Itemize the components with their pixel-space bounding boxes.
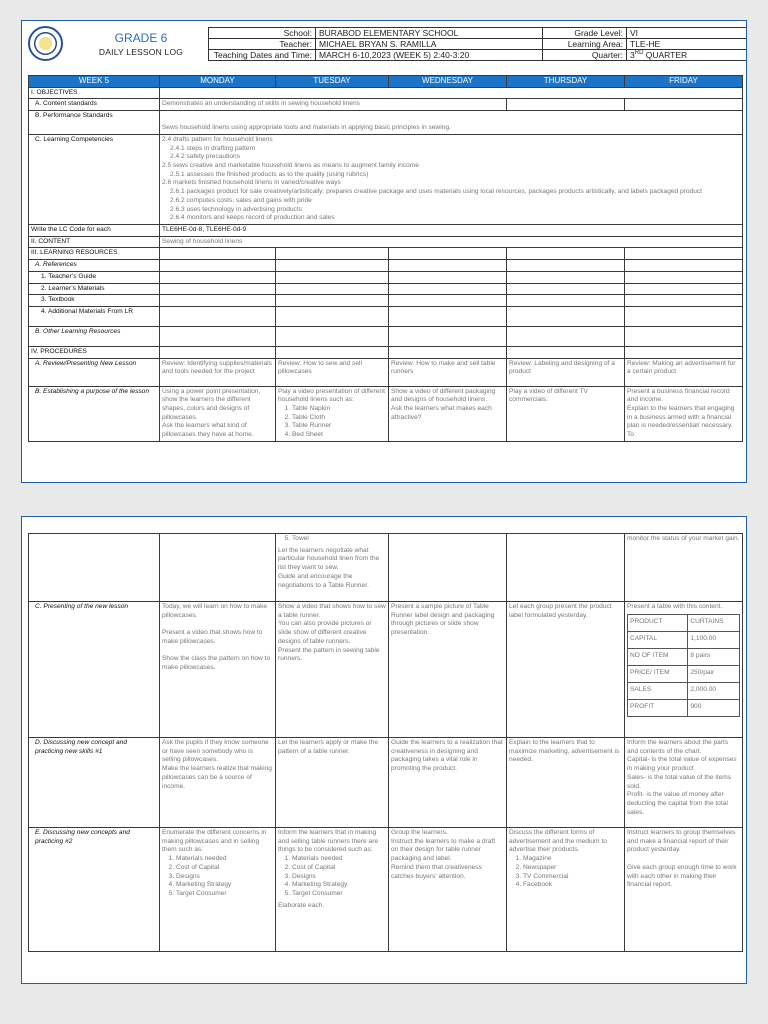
quarter-label: Quarter: bbox=[543, 50, 627, 61]
list-item: 4. Marketing Strategy bbox=[176, 881, 273, 890]
list-item: 1. Materials needed bbox=[176, 855, 273, 864]
page-1 bbox=[21, 20, 747, 483]
list-item: 1. Materials needed bbox=[292, 855, 386, 864]
table-cell: NO OF ITEM bbox=[628, 648, 688, 665]
proc-b-tue-cont-list bbox=[292, 535, 386, 544]
list-item: 2. Newspaper bbox=[523, 864, 622, 873]
dates-value: MARCH 6-10,2023 (WEEK 5) 2:40-3:20 bbox=[316, 50, 543, 61]
textbook-label: 3. Textbook bbox=[29, 295, 160, 307]
table-cell: PRICE/ ITEM bbox=[628, 665, 688, 682]
proc-a-tue: Review: How to sew and sell pillowcases bbox=[276, 358, 389, 386]
page-2 bbox=[21, 516, 747, 984]
objectives-heading: I. OBJECTIVES bbox=[29, 87, 160, 99]
list-item: 4. Facebook bbox=[523, 881, 622, 890]
table-row bbox=[628, 682, 740, 699]
table-cell: 1,100.00 bbox=[688, 631, 740, 648]
proc-b-wed: Show a video of different packaging and designs of household linens. Ask the learners what makes each attractive? bbox=[389, 386, 507, 441]
list-item: 4. Marketing Strategy bbox=[292, 881, 386, 890]
proc-d-label: D. Discussing new concept and practicing new skills #1 bbox=[29, 738, 160, 828]
teacher-label: Teacher: bbox=[209, 39, 316, 50]
competency-item: 2.4 drafts pattern for household linens bbox=[162, 135, 273, 143]
proc-b-cont-label bbox=[29, 534, 160, 602]
col-monday: MONDAY bbox=[160, 76, 276, 88]
table-cell: PRODUCT bbox=[628, 614, 688, 631]
table-cell: PROFIT bbox=[628, 699, 688, 716]
list-item: 5. Target Consumer bbox=[292, 890, 386, 899]
list-item: 2. Table Cloth bbox=[292, 414, 386, 423]
lc-code-label: Write the LC Code for each bbox=[29, 224, 160, 236]
competency-item: 2.6.3 uses technology in advertising products bbox=[170, 205, 302, 213]
proc-b-tue-list bbox=[292, 405, 386, 440]
procedures-heading: IV. PROCEDURES bbox=[29, 346, 160, 358]
competency-item: 2.6 markets finished household linens in varied/creative ways bbox=[162, 179, 341, 187]
list-item: 1. Table Napkin bbox=[292, 405, 386, 414]
col-wednesday: WEDNESDAY bbox=[389, 76, 507, 88]
learning-area-label: Learning Area: bbox=[543, 39, 627, 50]
table-row bbox=[628, 648, 740, 665]
proc-a-mon: Review: Identifying supplies/materials and tools needed for the project bbox=[160, 358, 276, 386]
proc-d-mon: Ask the pupils if they know someone or have seen somebody who is selling pillowcases. Make the learners realize that making pillowcases can be a source of income. bbox=[160, 738, 276, 828]
school-value: BURABOD ELEMENTARY SCHOOL bbox=[316, 28, 543, 39]
proc-b-cont-tue: 5. Towel Let the learners negotiate what particular household linen from the list they want to sew. Guide and encourage the negotiations to a Table Runner. bbox=[276, 534, 389, 602]
lesson-table-page2 bbox=[28, 533, 743, 952]
proc-d-wed: Guide the learners to a realization that creativeness in designing and packaging takes a vital role in promoting the product. bbox=[389, 738, 507, 828]
proc-b-cont-mon bbox=[160, 534, 276, 602]
content-standards-fri bbox=[625, 99, 743, 111]
learning-area-value: TLE-HE bbox=[627, 39, 747, 50]
proc-a-fri: Review: Making an advertisement for a certain product bbox=[625, 358, 743, 386]
proc-e-thu-list bbox=[523, 855, 622, 890]
table-cell: 900 bbox=[688, 699, 740, 716]
content-label: II. CONTENT bbox=[29, 236, 160, 248]
col-week: WEEK 5 bbox=[29, 76, 160, 88]
learner-materials-label: 2. Learner’s Materials bbox=[29, 283, 160, 295]
school-label: School: bbox=[209, 28, 316, 39]
proc-e-label: E. Discussing new concepts and practicing #2 bbox=[29, 828, 160, 952]
list-item: 3. Designs bbox=[292, 873, 386, 882]
proc-c-label: C. Presenting of the new lesson bbox=[29, 602, 160, 738]
competency-item: 2.6.2 computes costs, sales and gains with pride bbox=[170, 196, 312, 204]
proc-b-cont-thu bbox=[507, 534, 625, 602]
table-row bbox=[628, 614, 740, 631]
list-item: 3. TV Commercial bbox=[523, 873, 622, 882]
proc-e-wed: Group the learners. Instruct the learners to make a draft on their design for table runner packaging and label. Remind them that creativeness catches buyers' attention. bbox=[389, 828, 507, 952]
proc-b-thu: Play a video of different TV commercials. bbox=[507, 386, 625, 441]
table-row bbox=[628, 665, 740, 682]
list-item: 2. Cost of Capital bbox=[292, 864, 386, 873]
proc-b-mon: Using a power point presentation, show the learners the different shapes, colors and designs of pillowcases. Ask the learners what kind of pillowcases they have at home. bbox=[160, 386, 276, 441]
competency-item: 2.4.2 safety precautions bbox=[170, 153, 241, 161]
proc-a-label: A. Review/Presenting New Lesson bbox=[29, 358, 160, 386]
table-cell: CURTAINS bbox=[688, 614, 740, 631]
dates-label: Teaching Dates and Time: bbox=[209, 50, 316, 61]
list-item: 2. Cost of Capital bbox=[176, 864, 273, 873]
learning-competencies-text bbox=[160, 134, 743, 224]
proc-c-mon: Today, we will learn on how to make pillowcases. Present a video that shows how to make pillowcases. Show the class the pattern on how to make pillowcases. bbox=[160, 602, 276, 738]
proc-a-wed: Review: How to make and sell table runners bbox=[389, 358, 507, 386]
performance-standards-text: Sews household linens using appropriate tools and materials in applying basic principles in sewing. bbox=[160, 110, 743, 134]
content-text: Sewing of household linens bbox=[160, 236, 743, 248]
performance-standards-label: B. Performance Standards bbox=[29, 110, 160, 134]
log-title: DAILY LESSON LOG bbox=[98, 47, 184, 57]
proc-d-thu: Explain to the learners that to maximize marketing, advertisement is needed. bbox=[507, 738, 625, 828]
proc-d-fri: Inform the learners about the parts and contents of the chart. Capital- is the total value of expenses in making your product Sales- is the total value of the items sold. Profit- is the value of money after deducting the capital from the total sales. bbox=[625, 738, 743, 828]
proc-c-fri: Present a table with this content. PRODUCT CURTAINS CAPITAL 1,100.00 NO OF ITEM 8 pairs PRICE/ ITEM 250/pair SALES 2,000.00 PROFIT 900 bbox=[625, 602, 743, 738]
content-standards-thu bbox=[507, 99, 625, 111]
list-item: 5. Towel bbox=[292, 535, 386, 544]
col-friday: FRIDAY bbox=[625, 76, 743, 88]
table-row bbox=[628, 631, 740, 648]
competency-item: 2.4.1 steps in drafting pattern bbox=[170, 144, 256, 152]
competency-item: 2.6.4 monitors and keeps record of production and sales bbox=[170, 214, 335, 222]
teacher-value: MICHAEL BRYAN S. RAMILLA bbox=[316, 39, 543, 50]
financial-table bbox=[627, 614, 740, 717]
list-item: 5. Target Consumer bbox=[176, 890, 273, 899]
learning-competencies-label: C. Learning Competencies bbox=[29, 134, 160, 224]
other-resources-label: B. Other Learning Resources bbox=[29, 326, 160, 346]
proc-b-label: B. Establishing a purpose of the lesson bbox=[29, 386, 160, 441]
header-info-left bbox=[208, 27, 543, 61]
teacher-guide-label: 1. Teacher’s Guide bbox=[29, 271, 160, 283]
table-row bbox=[628, 699, 740, 716]
proc-e-tue: Inform the learners that in making and selling table runners there are things to be considered such as: 1. Materials needed 2. Cost of Capital 3. Designs 4. Marketing Strategy 5. Target Consumer Elaborate each. bbox=[276, 828, 389, 952]
col-tuesday: TUESDAY bbox=[276, 76, 389, 88]
references-label: A. References bbox=[29, 260, 160, 272]
lesson-table-page1 bbox=[28, 75, 743, 442]
competency-item: 2.6.1 packages product for sale creatively/artistically: prepares creative package and uses materials using local resources, packages products artistically, and labels packaged product bbox=[170, 188, 703, 196]
proc-c-wed: Present a sample picture of Table Runner label design and packaging through pictures or slide show presentation. bbox=[389, 602, 507, 738]
list-item: 3. Designs bbox=[176, 873, 273, 882]
table-cell: 2,000.00 bbox=[688, 682, 740, 699]
col-thursday: THURSDAY bbox=[507, 76, 625, 88]
proc-e-mon: Enumerate the different concerns in making pillowcases and in selling them such as: 1. Materials needed 2. Cost of Capital 3. Designs 4. Marketing Strategy 5. Target Consumer bbox=[160, 828, 276, 952]
header bbox=[22, 21, 747, 67]
lc-code-value: TLE6HE-0d-8, TLE6HE-0d-9 bbox=[160, 224, 743, 236]
table-cell: 250/pair bbox=[688, 665, 740, 682]
proc-e-mon-list bbox=[176, 855, 273, 899]
list-item: 1. Magazine bbox=[523, 855, 622, 864]
resources-heading: III. LEARNING RESOURCES bbox=[29, 248, 160, 260]
competency-item: 2.5 sews creative and marketable household linens as means to augment family income bbox=[162, 162, 419, 170]
proc-b-cont-fri: monitor the status of your market gain. bbox=[625, 534, 743, 602]
grade-title: GRADE 6 bbox=[114, 31, 168, 45]
header-info-right bbox=[542, 27, 747, 61]
quarter-value: 3RD QUARTER bbox=[627, 50, 747, 61]
list-item: 3. Table Runner bbox=[292, 422, 386, 431]
proc-d-tue: Let the learners apply or make the pattern of a table runner. bbox=[276, 738, 389, 828]
proc-b-fri: Present a business financial record and income. Explain to the learners that engaging in a business armed with a financial plan is needed/essential/ necessary. To bbox=[625, 386, 743, 441]
table-cell: SALES bbox=[628, 682, 688, 699]
table-cell: CAPITAL bbox=[628, 631, 688, 648]
proc-b-tue: Play a video presentation of different household linens such as: 1. Table Napkin 2. Table Cloth 3. Table Runner 4. Bed Sheet bbox=[276, 386, 389, 441]
proc-a-thu: Review: Labeling and designing of a product bbox=[507, 358, 625, 386]
objectives-blank bbox=[160, 87, 743, 99]
additional-materials-label: 4. Additional Materials From LR bbox=[29, 306, 160, 326]
proc-b-cont-wed bbox=[389, 534, 507, 602]
proc-e-fri: Instruct learners to group themselves and make a financial report of their product yesterday. Give each group enough time to work with each other in making their financial report. bbox=[625, 828, 743, 952]
table-cell: 8 pairs bbox=[688, 648, 740, 665]
content-standards-label: A. Content standards bbox=[29, 99, 160, 111]
proc-c-tue: Show a video that shows how to sew a table runner. You can also provide pictures or slide show of different creative designs of table runners. Present the pattern in sewing table runners. bbox=[276, 602, 389, 738]
competency-list bbox=[162, 136, 740, 223]
grade-level-value: VI bbox=[627, 28, 747, 39]
proc-c-thu: Let each group present the product label formulated yesterday. bbox=[507, 602, 625, 738]
content-standards-text: Demonstrates an understanding of skills in sewing household linens bbox=[160, 99, 507, 111]
competency-item: 2.5.1 assesses the finished products as to the quality (using rubrics) bbox=[170, 170, 369, 178]
proc-e-tue-list bbox=[292, 855, 386, 899]
deped-seal-icon bbox=[28, 26, 63, 61]
list-item: 4. Bed Sheet bbox=[292, 431, 386, 440]
proc-e-thu: Discuss the different forms of advertisement and the medium to advertise their products. 1. Magazine 2. Newspaper 3. TV Commercial 4. Facebook bbox=[507, 828, 625, 952]
grade-level-label: Grade Level: bbox=[543, 28, 627, 39]
